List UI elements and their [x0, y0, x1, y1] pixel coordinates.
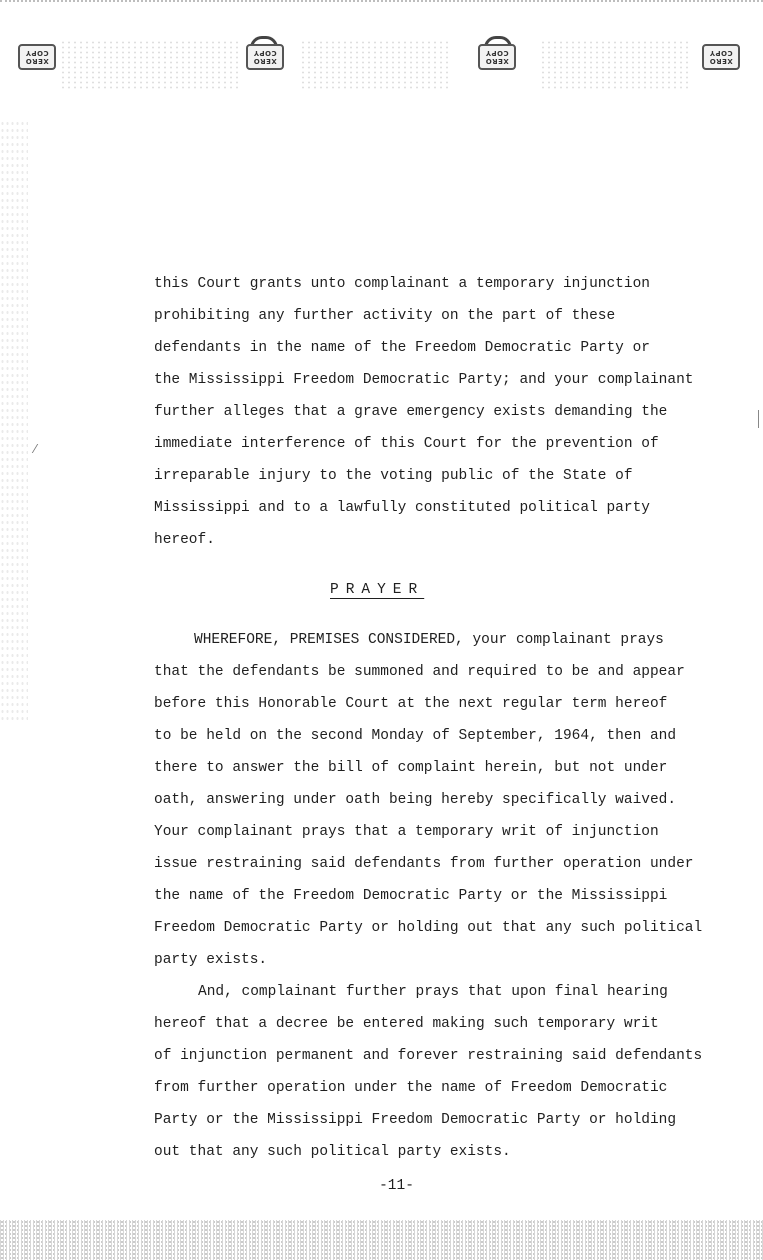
text-line: immediate interference of this Court for the prevention of — [154, 436, 659, 452]
perforation-edge — [0, 0, 763, 6]
stamp-label-bottom: COPY — [485, 49, 509, 57]
text-line: oath, answering under oath being hereby specifically waived. — [154, 792, 677, 808]
stamp-label-bottom: COPY — [253, 49, 277, 57]
scan-speckle — [60, 40, 240, 90]
xero-copy-stamp — [702, 44, 740, 70]
text-line: the Mississippi Freedom Democratic Party; and your complainant — [154, 372, 694, 388]
text-line: this Court grants unto complainant a temporary injunction — [154, 276, 650, 292]
text-line: prohibiting any further activity on the part of these — [154, 308, 616, 324]
scan-speckle — [300, 40, 450, 90]
text-line: the name of the Freedom Democratic Party or the Mississippi — [154, 888, 668, 904]
document-body — [154, 268, 714, 1168]
final-prayer-paragraph — [154, 976, 714, 1168]
prayer-heading — [154, 570, 714, 624]
text-line: of injunction permanent and forever restraining said defendants — [154, 1048, 703, 1064]
text-line: And, complainant further prays that upon final hearing — [198, 984, 668, 1000]
text-line: issue restraining said defendants from further operation under — [154, 856, 694, 872]
heading-text: PRAYER — [330, 582, 425, 598]
xero-copy-stamp — [246, 44, 284, 70]
text-line: irreparable injury to the voting public of the State of — [154, 468, 633, 484]
text-line: Party or the Mississippi Freedom Democratic Party or holding — [154, 1112, 677, 1128]
scan-bottom-noise — [0, 1220, 763, 1260]
stamp-label-top: XERO — [709, 57, 733, 65]
text-line: Freedom Democratic Party or holding out that any such political — [154, 920, 703, 936]
text-line: further alleges that a grave emergency exists demanding the — [154, 404, 668, 420]
stamp-label-bottom: COPY — [709, 49, 733, 57]
stray-mark-icon: ⁄ — [34, 442, 37, 456]
text-line: that the defendants be summoned and required to be and appear — [154, 664, 685, 680]
stamp-label-top: XERO — [485, 57, 509, 65]
prayer-paragraph — [154, 624, 714, 976]
text-line: before this Honorable Court at the next regular term hereof — [154, 696, 668, 712]
stamp-label-top: XERO — [25, 57, 49, 65]
margin-tick-mark — [758, 410, 759, 428]
text-line: hereof that a decree be entered making such temporary writ — [154, 1016, 659, 1032]
scan-speckle — [540, 40, 690, 90]
text-line: defendants in the name of the Freedom Democratic Party or — [154, 340, 650, 356]
text-line: to be held on the second Monday of September, 1964, then and — [154, 728, 677, 744]
paragraph-continuation — [154, 268, 714, 556]
text-line: Your complainant prays that a temporary writ of injunction — [154, 824, 659, 840]
text-line: Mississippi and to a lawfully constituted political party — [154, 500, 650, 516]
xero-copy-stamp — [478, 44, 516, 70]
text-line: from further operation under the name of Freedom Democratic — [154, 1080, 668, 1096]
spacer — [154, 556, 714, 570]
text-line: hereof. — [154, 532, 215, 548]
page-number: -11- — [379, 1178, 414, 1194]
scan-margin-noise — [0, 120, 28, 720]
xero-copy-stamp — [18, 44, 56, 70]
text-line: out that any such political party exists. — [154, 1144, 511, 1160]
text-line: WHEREFORE, PREMISES CONSIDERED, your complainant prays — [194, 632, 664, 648]
text-line: there to answer the bill of complaint herein, but not under — [154, 760, 668, 776]
stamp-label-bottom: COPY — [25, 49, 49, 57]
stamp-label-top: XERO — [253, 57, 277, 65]
text-line: party exists. — [154, 952, 268, 968]
